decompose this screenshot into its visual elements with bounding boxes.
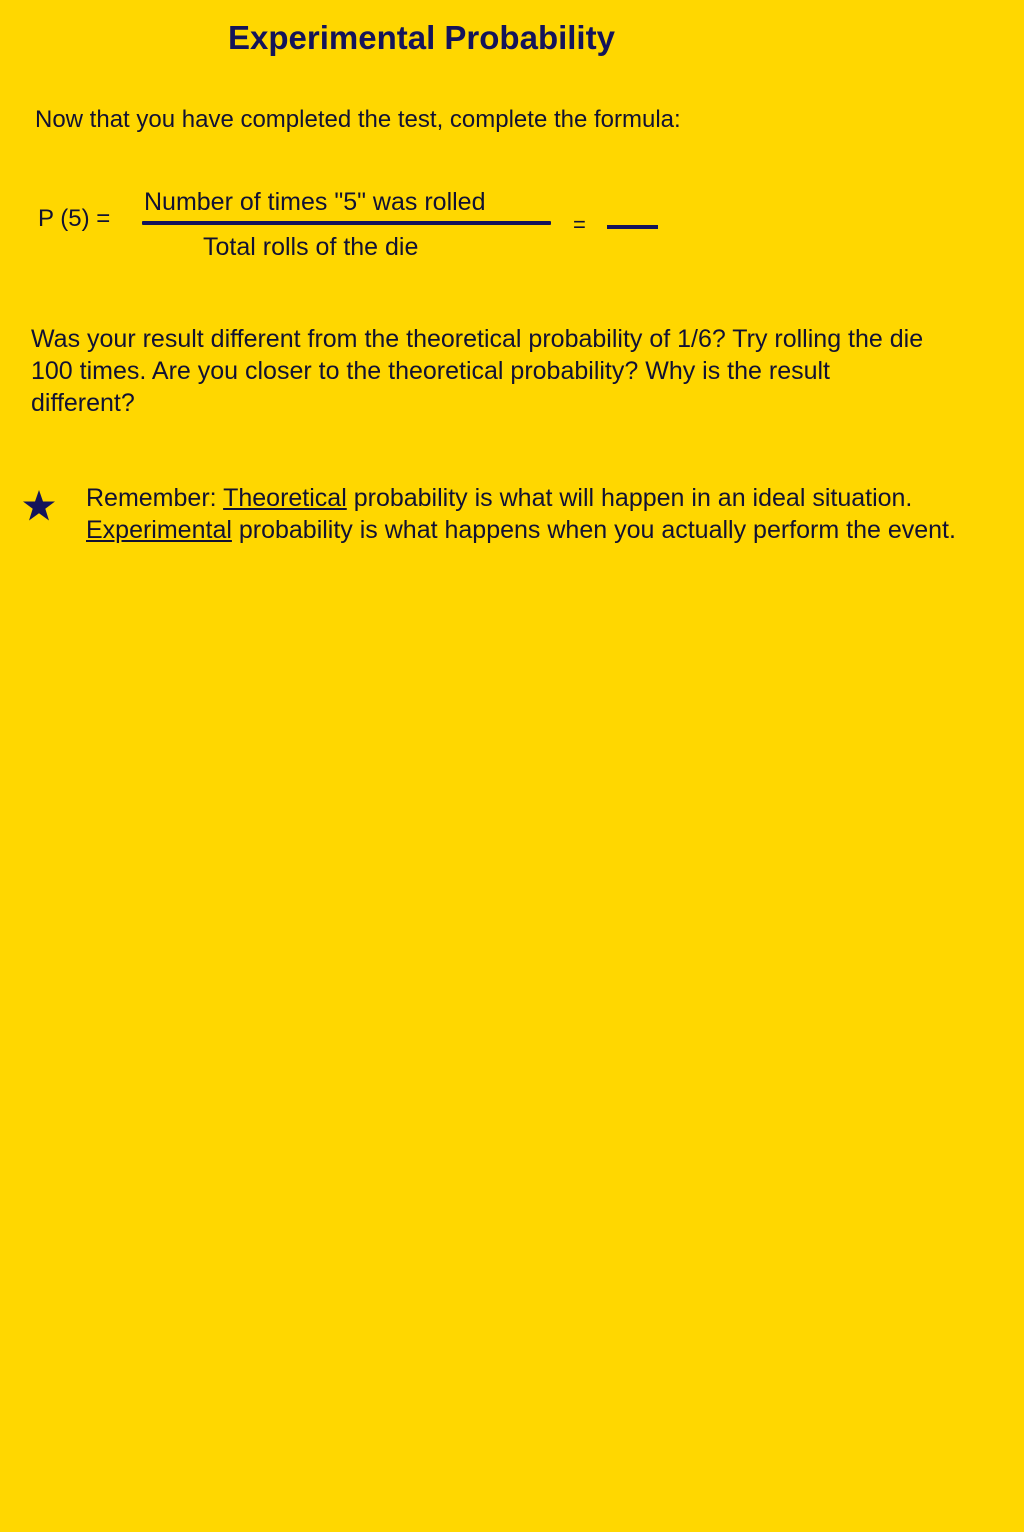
remember-prefix: Remember: (86, 484, 224, 512)
remember-note (86, 482, 996, 546)
remember-text-2: probability is what happens when you actually perform the event. (231, 516, 956, 544)
remember-text-1: probability is what will happen in an ideal situation. (346, 484, 913, 512)
star-icon (22, 489, 56, 523)
formula-denominator: Total rolls of the die (203, 233, 419, 261)
fraction-bar (142, 221, 551, 225)
intro-text: Now that you have completed the test, complete the formula: (35, 106, 681, 133)
formula-equals: = (573, 212, 586, 237)
term-theoretical: Theoretical (223, 484, 347, 512)
answer-blank (607, 225, 658, 229)
term-experimental: Experimental (86, 516, 232, 544)
formula-lhs: P (5) = (38, 205, 111, 232)
formula-numerator: Number of times "5" was rolled (144, 188, 486, 216)
page-title: Experimental Probability (228, 19, 615, 56)
question-text: Was your result different from the theoretical probability of 1/6? Try rolling the die 100 times. Are you closer to the theoretical probability? Why is the result different? (31, 325, 924, 417)
